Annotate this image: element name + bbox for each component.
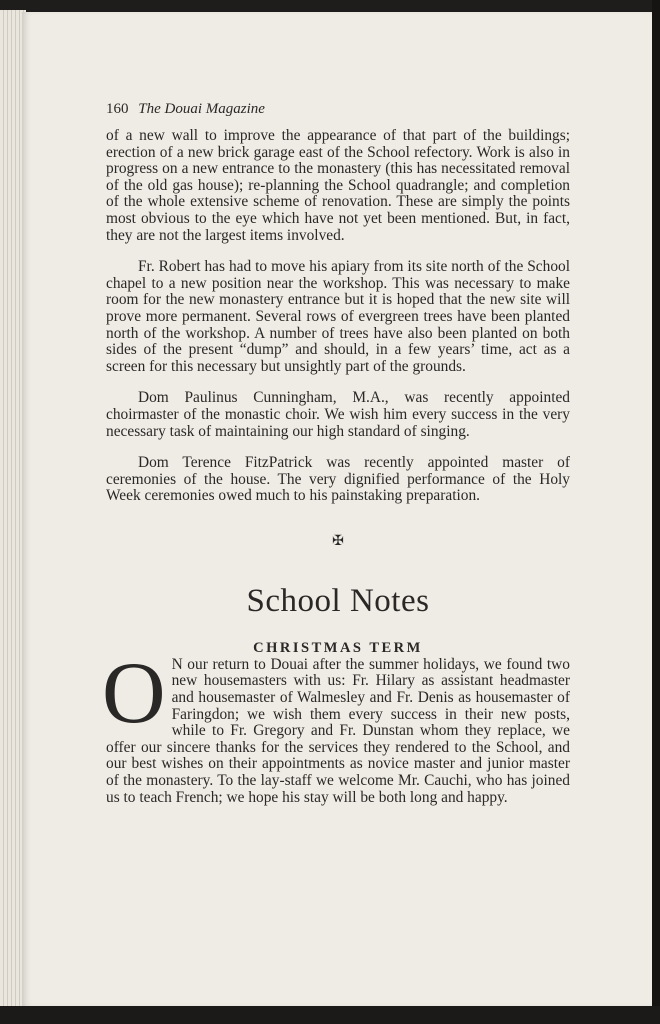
paragraph-renovation: of a new wall to improve the appearance of that part of the buildings; erection of a new brick garage east of the School refectory. Work is also in progress on a new entrance to the monastery (this has necessitated removal of the old gas house); re-planning the School quadrangle; and completion of the whole extensive scheme of renovation. These are simply the points most obvious to the eye which have not yet been mentioned. But, in fact, they are not the largest items involved.: [106, 127, 570, 244]
page-number: 160: [106, 101, 129, 117]
page-content: [102, 98, 570, 806]
magazine-page: [22, 12, 652, 1006]
section-title: School Notes: [246, 582, 430, 619]
book-right-edge: [652, 0, 660, 1024]
drop-cap: O: [102, 644, 166, 742]
paragraph-choirmaster: Dom Paulinus Cunningham, M.A., was recently appointed choirmaster of the monastic choir. We wish him every success in the very necessary task of maintaining our high standard of singing.: [106, 389, 570, 440]
cross-ornament-icon: ✠: [332, 533, 344, 549]
book-top-edge: [0, 0, 660, 12]
section-subtitle: CHRISTMAS TERM: [253, 639, 423, 656]
book-bottom-edge: [0, 1006, 660, 1024]
magazine-title: The Douai Magazine: [138, 101, 265, 117]
paragraph-apiary: Fr. Robert has had to move his apiary from its site north of the School chapel to a new position near the workshop. This was necessary to make room for the new monastery entrance but it is hoped that the new site will prove more permanent. Several rows of evergreen trees have been planted north of the workshop. A number of trees have also been planted on both sides of the present “dump” and should, in a few years’ time, act as a screen for this necessary but unsightly part of the grounds.: [106, 258, 570, 375]
running-head: [106, 98, 570, 120]
paragraph-ceremonies: Dom Terence FitzPatrick was recently appointed master of ceremonies of the house. The very dignified performance of the Holy Week ceremonies owed much to his painstaking preparation.: [106, 454, 570, 505]
paragraph-christmas-term-text: N our return to Douai after the summer holidays, we found two new housemasters with us: Fr. Hilary as assistant headmaster and housemaster of Walmesley and Fr. Denis as housemaster of Faringdon; we wish them every success in their new posts, while to Fr. Gregory and Fr. Dunstan whom they replace, we offer our sincere thanks for the services they rendered to the School, and our best wishes on their appointments as novice master and junior master of the monastery. To the lay-staff we welcome Mr. Cauchi, who has joined us to teach French; we hope his stay will be both long and happy.: [106, 655, 570, 806]
